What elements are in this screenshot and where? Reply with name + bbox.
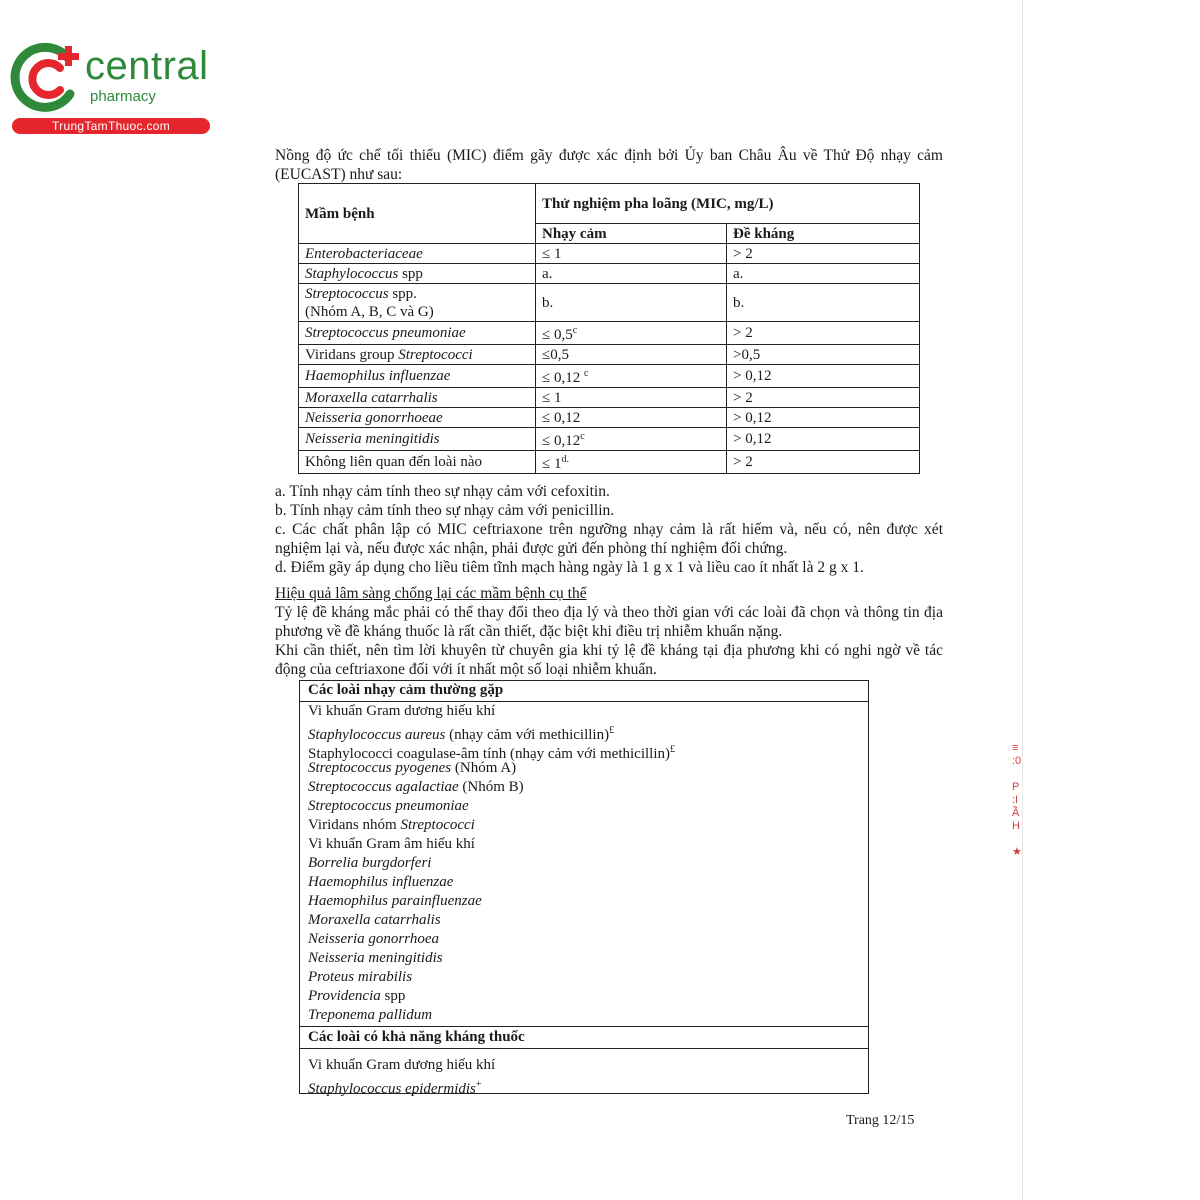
logo-sub-text: pharmacy [90, 88, 156, 105]
paragraph-resistance: Tỷ lệ đề kháng mắc phải có thể thay đổi theo địa lý và theo thời gian với các loài đã chọn và thông tin địa phương về đề kháng thuốc là rất cần thiết, đặc biệt khi điều trị nhiễm khuẩn nặng. [275, 604, 943, 640]
footnote-d: d. Điểm gãy áp dụng cho liều tiêm tĩnh mạch hàng ngày là 1 g x 1 và liều cao ít nhất là 2 g x 1. [275, 559, 864, 576]
mic-row [299, 264, 920, 284]
pathogen-cell [299, 388, 536, 408]
footnote-mark: + [475, 1079, 482, 1090]
species-prefix: Viridans nhóm [308, 817, 401, 833]
divider [300, 1048, 868, 1049]
pathogen-name: Streptococci [398, 346, 473, 363]
mic-row [299, 284, 920, 322]
species-item [308, 778, 524, 797]
susceptible-cell [536, 244, 727, 264]
resistant-cell [727, 345, 920, 365]
pathogen-cell [299, 244, 536, 264]
species-note: (nhạy cảm với methicillin) [445, 727, 610, 743]
species-name: Staphylococcus epidermidis [308, 1081, 476, 1097]
susceptible-value: ≤ 0,12 [542, 370, 584, 386]
species-item [308, 816, 475, 835]
pathogen-cell [299, 451, 536, 474]
species-note: spp [380, 988, 406, 1004]
species-item: Haemophilus parainfluenzae [308, 893, 482, 909]
footnote-mark: £ [609, 725, 615, 736]
species-item [308, 987, 405, 1006]
footnote-a: a. Tính nhạy cảm tính theo sự nhạy cảm với cefoxitin. [275, 483, 610, 500]
resistant-cell [727, 322, 920, 345]
species-table [299, 680, 869, 1097]
logo-brand-text: central [85, 44, 209, 88]
susceptible-cell [536, 408, 727, 428]
pathogen-cell [299, 322, 536, 345]
species-item: Neisseria gonorrhoea [308, 931, 439, 947]
header-resistant: Đề kháng [727, 224, 920, 244]
species-item [308, 1075, 482, 1099]
susceptible-value: ≤0,5 [542, 346, 569, 363]
species-item: Proteus mirabilis [308, 969, 413, 985]
mic-row [299, 451, 920, 474]
susceptible-value: ≤ 0,12 [542, 409, 581, 426]
pathogen-name: Neisseria gonorrhoeae [305, 409, 443, 426]
mic-breakpoint-table [298, 183, 920, 474]
species-name: Streptococcus pyogenes [308, 760, 452, 776]
divider [300, 1026, 868, 1027]
resistant-value: > 2 [733, 245, 753, 262]
susceptible-cell [536, 264, 727, 284]
species-item [308, 797, 469, 816]
heading-susceptible: Các loài nhạy cảm thường gặp [308, 682, 504, 698]
resistant-value: > 2 [733, 454, 753, 470]
species-name: Treponema pallidum [308, 1007, 433, 1023]
footnote-mark: c [572, 325, 578, 336]
susceptible-cell [536, 345, 727, 365]
pathogen-prefix: Viridans group [305, 346, 399, 363]
group-gram-positive: Vi khuẩn Gram dương hiếu khí [308, 703, 496, 719]
resistant-value: b. [733, 294, 745, 311]
footnote-c: c. Các chất phân lập có MIC ceftriaxone trên ngưỡng nhạy cảm là rất hiếm và, nếu có, nên được xét nghiệm lại và, nếu được xác nhận, phải được gửi đến phòng thí nghiệm đối chứng. [275, 521, 943, 557]
header-pathogen: Mầm bệnh [299, 184, 536, 244]
pathogen-note: (Nhóm A, B, C và G) [305, 303, 434, 320]
species-item: Borrelia burgdorferi [308, 855, 432, 871]
susceptible-cell [536, 388, 727, 408]
pathogen-name: Streptococcus pneumoniae [305, 325, 466, 341]
susceptible-cell [536, 284, 727, 322]
species-name: Streptococci [400, 817, 475, 833]
mic-row [299, 345, 920, 365]
pathogen-name: Không liên quan đến loài nào [305, 454, 483, 470]
mic-row [299, 428, 920, 451]
resistant-cell [727, 264, 920, 284]
resistant-value: > 2 [733, 325, 753, 341]
pathogen-cell [299, 264, 536, 284]
susceptible-value: b. [542, 294, 554, 311]
group-gram-positive: Vi khuẩn Gram dương hiếu khí [308, 1057, 496, 1073]
mic-row [299, 244, 920, 264]
species-name: Streptococcus agalactiae [308, 779, 459, 795]
resistant-cell [727, 451, 920, 474]
clinical-efficacy-section [275, 584, 943, 679]
species-name: Staphylococcus aureus [308, 727, 446, 743]
resistant-cell [727, 244, 920, 264]
species-name: Staphylococci coagulase-âm tính (nhạy cảm với methicillin) [308, 746, 670, 762]
susceptible-value: ≤ 0,12 [542, 433, 581, 449]
pathogen-suffix: spp [398, 265, 423, 282]
species-name: Providencia [308, 988, 381, 1004]
pathogen-name: Streptococcus [305, 285, 389, 302]
pathogen-cell [299, 345, 536, 365]
susceptible-cell [536, 428, 727, 451]
footnote-mark: c [580, 431, 585, 442]
resistant-cell [727, 365, 920, 388]
footnote-mark: c [583, 368, 589, 379]
species-item: Haemophilus influenzae [308, 874, 454, 890]
pathogen-cell [299, 428, 536, 451]
pathogen-cell [299, 365, 536, 388]
species-note: (Nhóm A) [451, 760, 517, 776]
species-item: Neisseria meningitidis [308, 950, 443, 966]
pathogen-name: Enterobacteriaceae [305, 245, 423, 262]
species-note: (Nhóm B) [458, 779, 524, 795]
pathogen-name: Haemophilus influenzae [305, 368, 451, 384]
paragraph-advice: Khi cần thiết, nên tìm lời khuyên từ chuyên gia khi tỷ lệ đề kháng tại địa phương khi có nghi ngờ về tác động của ceftriaxone đối với ít nhất một số loại nhiễm khuẩn. [275, 642, 943, 678]
pharmacy-cross-icon [10, 38, 88, 116]
group-gram-negative: Vi khuẩn Gram âm hiếu khí [308, 836, 475, 852]
resistant-value: >0,5 [733, 346, 761, 363]
species-item [308, 1006, 432, 1025]
resistant-cell [727, 428, 920, 451]
page-edge [1022, 0, 1023, 1200]
logo-site-banner: TrungTamThuoc.com [12, 118, 210, 134]
header-dilution: Thử nghiệm pha loãng (MIC, mg/L) [536, 184, 920, 224]
resistant-value: a. [733, 265, 744, 282]
resistant-value: > 0,12 [733, 431, 772, 447]
species-name: Streptococcus pneumoniae [308, 798, 469, 814]
pathogen-name: Staphylococcus [305, 265, 399, 282]
pathogen-cell [299, 284, 536, 322]
header-susceptible: Nhạy cảm [536, 224, 727, 244]
resistant-value: > 2 [733, 389, 753, 406]
resistant-cell [727, 388, 920, 408]
mic-row [299, 388, 920, 408]
species-item: Moraxella catarrhalis [308, 912, 441, 928]
pathogen-name: Moraxella catarrhalis [305, 389, 438, 406]
section-heading: Hiệu quả lâm sàng chống lại các mầm bệnh cụ thể [275, 585, 587, 602]
page-number: Trang 12/15 [846, 1113, 915, 1128]
mic-row [299, 408, 920, 428]
pathogen-cell [299, 408, 536, 428]
susceptible-value: ≤ 1 [542, 389, 562, 406]
species-item [308, 759, 516, 778]
pathogen-name: Neisseria meningitidis [305, 431, 440, 447]
susceptible-cell [536, 451, 727, 474]
mic-row [299, 322, 920, 345]
susceptible-value: ≤ 0,5 [542, 327, 573, 343]
susceptible-cell [536, 322, 727, 345]
susceptible-value: ≤ 1 [542, 456, 562, 472]
pathogen-suffix: spp. [388, 285, 417, 302]
susceptible-cell [536, 365, 727, 388]
resistant-cell [727, 408, 920, 428]
resistant-cell [727, 284, 920, 322]
resistant-value: > 0,12 [733, 409, 772, 426]
resistant-value: > 0,12 [733, 368, 772, 384]
margin-stamp-fragment: ≡ :0 P :I Ầ H ★ [1012, 742, 1022, 858]
footnote-mark: £ [670, 744, 675, 755]
susceptible-value: a. [542, 265, 553, 282]
susceptible-value: ≤ 1 [542, 245, 562, 262]
footnotes [275, 482, 943, 577]
intro-paragraph: Nồng độ ức chế tối thiểu (MIC) điểm gãy được xác định bởi Ủy ban Châu Âu về Thử Độ nhạy cảm (EUCAST) như sau: [275, 147, 943, 183]
footnote-mark: d. [561, 454, 569, 465]
heading-resistant: Các loài có khả năng kháng thuốc [308, 1029, 525, 1045]
mic-row [299, 365, 920, 388]
footnote-b: b. Tính nhạy cảm tính theo sự nhạy cảm với penicillin. [275, 502, 615, 519]
